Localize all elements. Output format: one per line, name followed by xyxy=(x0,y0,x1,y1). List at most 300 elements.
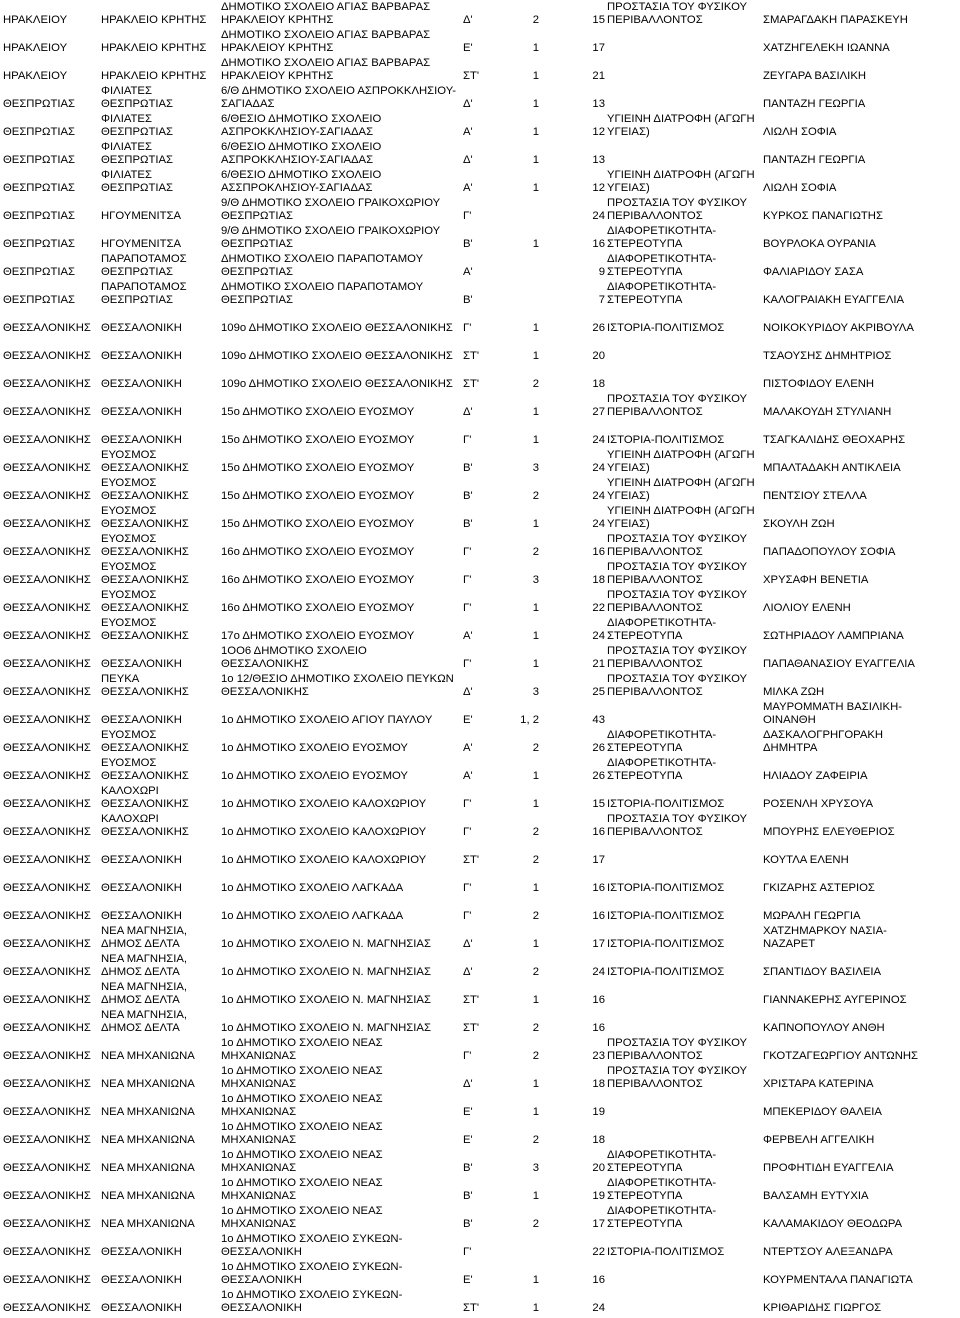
municipality-cell: ΝΕΑ ΜΑΓΝΗΣΙΑ, ΔΗΜΟΣ ΔΕΛΤΑ xyxy=(101,924,188,951)
teacher-cell: ΤΣΑΟΥΣΗΣ ΔΗΜΗΤΡΙΟΣ xyxy=(763,350,892,363)
table-row xyxy=(2,840,960,868)
teacher-cell: ΦΑΛΙΑΡΙΔΟΥ ΣΑΣΑ xyxy=(763,266,864,279)
school-cell: 1ο ΔΗΜΟΤΙΚΟ ΣΧΟΛΕΙΟ ΑΓΙΟΥ ΠΑΥΛΟΥ xyxy=(221,714,433,727)
table-row xyxy=(2,252,960,280)
grade-cell: Γ' xyxy=(463,434,472,447)
grade-cell: Ε' xyxy=(463,1106,473,1119)
grade-cell: Γ' xyxy=(463,322,472,335)
municipality-cell: ΘΕΣΣΑΛΟΝΙΚΗ xyxy=(101,350,182,363)
section-cell: 1 xyxy=(532,602,539,615)
municipality-cell: ΘΕΣΣΑΛΟΝΙΚΗ xyxy=(101,406,182,419)
prefecture-cell: ΘΕΣΣΑΛΟΝΙΚΗΣ xyxy=(3,490,91,503)
prefecture-cell: ΘΕΣΣΑΛΟΝΙΚΗΣ xyxy=(3,658,91,671)
teacher-cell: ΛΙΩΛΗ ΣΟΦΙΑ xyxy=(763,182,837,195)
grade-cell: Ε' xyxy=(463,42,473,55)
section-cell: 1, 2 xyxy=(520,714,539,727)
municipality-cell: ΕΥΟΣΜΟΣ ΘΕΣΣΑΛΟΝΙΚΗΣ xyxy=(101,588,189,615)
section-cell: 1 xyxy=(532,1106,539,1119)
school-cell: 1ο ΔΗΜΟΤΙΚΟ ΣΧΟΛΕΙΟ ΛΑΓΚΑΔΑ xyxy=(221,910,404,923)
students-cell: 22 xyxy=(592,602,605,615)
section-cell: 1 xyxy=(532,1078,539,1091)
municipality-cell: ΘΕΣΣΑΛΟΝΙΚΗ xyxy=(101,910,182,923)
section-cell: 3 xyxy=(532,1162,539,1175)
teacher-cell: ΛΙΩΛΗ ΣΟΦΙΑ xyxy=(763,126,837,139)
table-row xyxy=(2,1176,960,1204)
section-cell: 1 xyxy=(532,1274,539,1287)
school-cell: 1ο 12/ΘΕΣΙΟ ΔΗΜΟΤΙΚΟ ΣΧΟΛΕΙΟ ΠΕΥΚΩΝ ΘΕΣΣΑΛΟΝΙΚΗΣ xyxy=(221,672,454,699)
school-cell: ΔΗΜΟΤΙΚΟ ΣΧΟΛΕΙΟ ΠΑΡΑΠΟΤΑΜΟΥ ΘΕΣΠΡΩΤΙΑΣ xyxy=(221,252,424,279)
grade-cell: Α' xyxy=(463,126,473,139)
students-cell: 16 xyxy=(592,238,605,251)
topic-cell xyxy=(606,336,762,364)
section-cell: 1 xyxy=(532,630,539,643)
grade-cell: Α' xyxy=(463,742,473,755)
topic-cell: ΔΙΑΦΟΡΕΤΙΚΟΤΗΤΑ- ΣΤΕΡΕΟΤΥΠΑ xyxy=(607,616,717,643)
table-row xyxy=(2,532,960,560)
municipality-cell: ΗΡΑΚΛΕΙΟ ΚΡΗΤΗΣ xyxy=(101,70,207,83)
grade-cell: Α' xyxy=(463,266,473,279)
grade-cell: Γ' xyxy=(463,210,472,223)
section-cell: 2 xyxy=(532,742,539,755)
topic-cell: ΔΙΑΦΟΡΕΤΙΚΟΤΗΤΑ- ΣΤΕΡΕΟΤΥΠΑ xyxy=(607,224,717,251)
teacher-cell: ΠΕΝΤΣΙΟΥ ΣΤΕΛΛΑ xyxy=(763,490,867,503)
school-cell: 1ο ΔΗΜΟΤΙΚΟ ΣΧΟΛΕΙΟ ΝΕΑΣ ΜΗΧΑΝΙΩΝΑΣ xyxy=(221,1148,383,1175)
section-cell: 2 xyxy=(532,378,539,391)
prefecture-cell: ΘΕΣΠΡΩΤΙΑΣ xyxy=(3,266,76,279)
section-cell: 2 xyxy=(532,826,539,839)
section-cell: 1 xyxy=(532,322,539,335)
topic-cell xyxy=(606,140,762,168)
school-cell: 1ο ΔΗΜΟΤΙΚΟ ΣΧΟΛΕΙΟ ΝΕΑΣ ΜΗΧΑΝΙΩΝΑΣ xyxy=(221,1120,383,1147)
section-cell: 3 xyxy=(532,462,539,475)
topic-cell: ΠΡΟΣΤΑΣΙΑ ΤΟΥ ΦΥΣΙΚΟΥ ΠΕΡΙΒΑΛΛΟΝΤΟΣ xyxy=(607,588,748,615)
topic-cell: ΙΣΤΟΡΙΑ-ΠΟΛΙΤΙΣΜΟΣ xyxy=(607,882,725,895)
section-cell: 1 xyxy=(532,42,539,55)
grade-cell: Γ' xyxy=(463,658,472,671)
topic-cell: ΙΣΤΟΡΙΑ-ΠΟΛΙΤΙΣΜΟΣ xyxy=(607,966,725,979)
school-cell: 9/Θ ΔΗΜΟΤΙΚΟ ΣΧΟΛΕΙΟ ΓΡΑΙΚΟΧΩΡΙΟΥ ΘΕΣΠΡΩΤΙΑΣ xyxy=(221,196,441,223)
teacher-cell: ΠΑΠΑΔΟΠΟΥΛΟΥ ΣΟΦΙΑ xyxy=(763,546,896,559)
table-row xyxy=(2,588,960,616)
grade-cell: Δ' xyxy=(463,14,473,27)
table-row xyxy=(2,756,960,784)
municipality-cell: ΗΓΟΥΜΕΝΙΤΣΑ xyxy=(101,210,181,223)
municipality-cell: ΝΕΑ ΜΗΧΑΝΙΩΝΑ xyxy=(101,1050,195,1063)
municipality-cell: ΝΕΑ ΜΑΓΝΗΣΙΑ, ΔΗΜΟΣ ΔΕΛΤΑ xyxy=(101,952,188,979)
grade-cell: Β' xyxy=(463,1218,473,1231)
students-cell: 13 xyxy=(592,98,605,111)
grade-cell: Δ' xyxy=(463,686,473,699)
teacher-cell: ΠΑΝΤΑΖΗ ΓΕΩΡΓΙΑ xyxy=(763,98,866,111)
prefecture-cell: ΘΕΣΣΑΛΟΝΙΚΗΣ xyxy=(3,1078,91,1091)
prefecture-cell: ΘΕΣΣΑΛΟΝΙΚΗΣ xyxy=(3,686,91,699)
students-cell: 21 xyxy=(592,658,605,671)
students-cell: 24 xyxy=(592,490,605,503)
municipality-cell: ΘΕΣΣΑΛΟΝΙΚΗ xyxy=(101,1302,182,1315)
prefecture-cell: ΘΕΣΣΑΛΟΝΙΚΗΣ xyxy=(3,1302,91,1315)
students-cell: 24 xyxy=(592,518,605,531)
school-cell: 1ο ΔΗΜΟΤΙΚΟ ΣΧΟΛΕΙΟ ΣΥΚΕΩΝ- ΘΕΣΣΑΛΟΝΙΚΗ xyxy=(221,1260,403,1287)
prefecture-cell: ΘΕΣΣΑΛΟΝΙΚΗΣ xyxy=(3,798,91,811)
section-cell: 1 xyxy=(532,434,539,447)
municipality-cell: ΝΕΑ ΜΗΧΑΝΙΩΝΑ xyxy=(101,1218,195,1231)
grade-cell: Β' xyxy=(463,518,473,531)
school-cell: 1ο ΔΗΜΟΤΙΚΟ ΣΧΟΛΕΙΟ Ν. ΜΑΓΝΗΣΙΑΣ xyxy=(221,994,431,1007)
topic-cell: ΙΣΤΟΡΙΑ-ΠΟΛΙΤΙΣΜΟΣ xyxy=(607,798,725,811)
section-cell: 2 xyxy=(532,966,539,979)
prefecture-cell: ΘΕΣΣΑΛΟΝΙΚΗΣ xyxy=(3,1106,91,1119)
students-cell: 23 xyxy=(592,1050,605,1063)
school-cell: 1ο ΔΗΜΟΤΙΚΟ ΣΧΟΛΕΙΟ ΝΕΑΣ ΜΗΧΑΝΙΩΝΑΣ xyxy=(221,1092,383,1119)
municipality-cell: ΕΥΟΣΜΟΣ ΘΕΣΣΑΛΟΝΙΚΗΣ xyxy=(101,756,189,783)
school-cell: ΔΗΜΟΤΙΚΟ ΣΧΟΛΕΙΟ ΑΓΙΑΣ ΒΑΡΒΑΡΑΣ ΗΡΑΚΛΕΙΟΥ ΚΡΗΤΗΣ xyxy=(221,56,431,83)
section-cell: 1 xyxy=(532,658,539,671)
teacher-cell: ΚΟΥΡΜΕΝΤΑΛΑ ΠΑΝΑΓΙΩΤΑ xyxy=(763,1274,913,1287)
students-cell: 17 xyxy=(592,42,605,55)
students-cell: 43 xyxy=(592,714,605,727)
municipality-cell: ΠΑΡΑΠΟΤΑΜΟΣ ΘΕΣΠΡΩΤΙΑΣ xyxy=(101,252,187,279)
grade-cell: Δ' xyxy=(463,966,473,979)
municipality-cell: ΕΥΟΣΜΟΣ ΘΕΣΣΑΛΟΝΙΚΗΣ xyxy=(101,476,189,503)
municipality-cell: ΗΓΟΥΜΕΝΙΤΣΑ xyxy=(101,238,181,251)
prefecture-cell: ΘΕΣΣΑΛΟΝΙΚΗΣ xyxy=(3,602,91,615)
topic-cell xyxy=(606,1120,762,1148)
section-cell xyxy=(502,280,540,308)
topic-cell: ΙΣΤΟΡΙΑ-ΠΟΛΙΤΙΣΜΟΣ xyxy=(607,910,725,923)
teacher-cell: ΛΙΟΛΙΟΥ ΕΛΕΝΗ xyxy=(763,602,851,615)
school-cell: 15ο ΔΗΜΟΤΙΚΟ ΣΧΟΛΕΙΟ ΕΥΟΣΜΟΥ xyxy=(221,462,415,475)
school-cell: 1ο ΔΗΜΟΤΙΚΟ ΣΧΟΛΕΙΟ Ν. ΜΑΓΝΗΣΙΑΣ xyxy=(221,966,431,979)
teacher-cell: ΜΑΥΡΟΜΜΑΤΗ ΒΑΣΙΛΙΚΗ- ΟΙΝΑΝΘΗ xyxy=(763,700,903,727)
school-cell: ΔΗΜΟΤΙΚΟ ΣΧΟΛΕΙΟ ΑΓΙΑΣ ΒΑΡΒΑΡΑΣ ΗΡΑΚΛΕΙΟΥ ΚΡΗΤΗΣ xyxy=(221,0,431,27)
topic-cell: ΠΡΟΣΤΑΣΙΑ ΤΟΥ ΦΥΣΙΚΟΥ ΠΕΡΙΒΑΛΛΟΝΤΟΣ xyxy=(607,644,748,671)
teacher-cell: ΚΑΛΑΜΑΚΙΔΟΥ ΘΕΟΔΩΡΑ xyxy=(763,1218,903,1231)
students-cell: 17 xyxy=(592,938,605,951)
topic-cell: ΥΓΙΕΙΝΗ ΔΙΑΤΡΟΦΗ (ΑΓΩΓΗ ΥΓΕΙΑΣ) xyxy=(607,476,755,503)
students-cell: 20 xyxy=(592,350,605,363)
school-cell: 1ο ΔΗΜΟΤΙΚΟ ΣΧΟΛΕΙΟ ΣΥΚΕΩΝ- ΘΕΣΣΑΛΟΝΙΚΗ xyxy=(221,1232,403,1259)
grade-cell: ΣΤ' xyxy=(463,1302,480,1315)
school-cell: 6/ΘΕΣΙΟ ΔΗΜΟΤΙΚΟ ΣΧΟΛΕΙΟ ΑΣΣΠΡΟΚΛΗΣΙΟΥ-ΣΑΓΙΑΔΑΣ xyxy=(221,168,382,195)
grade-cell: ΣΤ' xyxy=(463,994,480,1007)
school-cell: 1ο ΔΗΜΟΤΙΚΟ ΣΧΟΛΕΙΟ ΝΕΑΣ ΜΗΧΑΝΙΩΝΑΣ xyxy=(221,1204,383,1231)
students-cell: 20 xyxy=(592,1162,605,1175)
students-cell: 19 xyxy=(592,1106,605,1119)
table-row xyxy=(2,700,960,728)
topic-cell xyxy=(606,56,762,84)
prefecture-cell: ΘΕΣΣΑΛΟΝΙΚΗΣ xyxy=(3,462,91,475)
municipality-cell: ΕΥΟΣΜΟΣ ΘΕΣΣΑΛΟΝΙΚΗΣ xyxy=(101,504,189,531)
section-cell: 1 xyxy=(532,518,539,531)
table-row xyxy=(2,224,960,252)
teacher-cell: ΜΠΟΥΡΗΣ ΕΛΕΥΘΕΡΙΟΣ xyxy=(763,826,895,839)
topic-cell: ΔΙΑΦΟΡΕΤΙΚΟΤΗΤΑ- ΣΤΕΡΕΟΤΥΠΑ xyxy=(607,1176,717,1203)
topic-cell: ΠΡΟΣΤΑΣΙΑ ΤΟΥ ΦΥΣΙΚΟΥ ΠΕΡΙΒΑΛΛΟΝΤΟΣ xyxy=(607,196,748,223)
municipality-cell: ΘΕΣΣΑΛΟΝΙΚΗ xyxy=(101,1274,182,1287)
teacher-cell: ΡΟΣΕΝΛΗ ΧΡΥΣΟΥΑ xyxy=(763,798,874,811)
prefecture-cell: ΘΕΣΣΑΛΟΝΙΚΗΣ xyxy=(3,1218,91,1231)
teacher-cell: ΚΡΙΘΑΡΙΔΗΣ ΓΙΩΡΓΟΣ xyxy=(763,1302,882,1315)
teacher-cell: ΒΟΥΡΛΟΚΑ ΟΥΡΑΝΙΑ xyxy=(763,238,876,251)
grade-cell: Β' xyxy=(463,1162,473,1175)
table-row xyxy=(2,924,960,952)
prefecture-cell: ΘΕΣΣΑΛΟΝΙΚΗΣ xyxy=(3,742,91,755)
table-row xyxy=(2,392,960,420)
section-cell: 1 xyxy=(532,182,539,195)
topic-cell xyxy=(606,700,762,728)
teacher-cell: ΜΑΛΑΚΟΥΔΗ ΣΤΥΛΙΑΝΗ xyxy=(763,406,892,419)
section-cell: 2 xyxy=(532,1050,539,1063)
grade-cell: Β' xyxy=(463,238,473,251)
section-cell: 1 xyxy=(532,238,539,251)
school-cell: ΔΗΜΟΤΙΚΟ ΣΧΟΛΕΙΟ ΠΑΡΑΠΟΤΑΜΟΥ ΘΕΣΠΡΩΤΙΑΣ xyxy=(221,280,424,307)
section-cell xyxy=(502,196,540,224)
table-row xyxy=(2,1008,960,1036)
school-cell: 1ο ΔΗΜΟΤΙΚΟ ΣΧΟΛΕΙΟ ΕΥΟΣΜΟΥ xyxy=(221,742,408,755)
prefecture-cell: ΘΕΣΣΑΛΟΝΙΚΗΣ xyxy=(3,1246,91,1259)
teacher-cell: ΝΟΙΚΟΚΥΡΙΔΟΥ ΑΚΡΙΒΟΥΛΑ xyxy=(763,322,914,335)
municipality-cell: ΝΕΑ ΜΗΧΑΝΙΩΝΑ xyxy=(101,1078,195,1091)
teacher-cell: ΧΡΙΣΤΑΡΑ ΚΑΤΕΡΙΝΑ xyxy=(763,1078,874,1091)
municipality-cell: ΕΥΟΣΜΟΣ ΘΕΣΣΑΛΟΝΙΚΗΣ xyxy=(101,448,189,475)
table-row xyxy=(2,1036,960,1064)
teacher-cell: ΠΑΝΤΑΖΗ ΓΕΩΡΓΙΑ xyxy=(763,154,866,167)
prefecture-cell: ΗΡΑΚΛΕΙΟΥ xyxy=(3,14,68,27)
grade-cell: Γ' xyxy=(463,1246,472,1259)
municipality-cell: ΦΙΛΙΑΤΕΣ ΘΕΣΠΡΩΤΙΑΣ xyxy=(101,112,174,139)
topic-cell xyxy=(606,1260,762,1288)
topic-cell: ΙΣΤΟΡΙΑ-ΠΟΛΙΤΙΣΜΟΣ xyxy=(607,938,725,951)
students-cell: 18 xyxy=(592,378,605,391)
section-cell: 1 xyxy=(532,126,539,139)
prefecture-cell: ΗΡΑΚΛΕΙΟΥ xyxy=(3,42,68,55)
topic-cell: ΔΙΑΦΟΡΕΤΙΚΟΤΗΤΑ- ΣΤΕΡΕΟΤΥΠΑ xyxy=(607,1148,717,1175)
school-cell: 16ο ΔΗΜΟΤΙΚΟ ΣΧΟΛΕΙΟ ΕΥΟΣΜΟΥ xyxy=(221,546,415,559)
students-cell: 7 xyxy=(598,294,605,307)
school-cell: 16ο ΔΗΜΟΤΙΚΟ ΣΧΟΛΕΙΟ ΕΥΟΣΜΟΥ xyxy=(221,574,415,587)
topic-cell xyxy=(606,84,762,112)
school-cell: 1ο ΔΗΜΟΤΙΚΟ ΣΧΟΛΕΙΟ ΣΥΚΕΩΝ- ΘΕΣΣΑΛΟΝΙΚΗ xyxy=(221,1288,403,1315)
municipality-cell: ΘΕΣΣΑΛΟΝΙΚΗ xyxy=(101,1246,182,1259)
teacher-cell: ΦΕΡΒΕΛΗ ΑΓΓΕΛΙΚΗ xyxy=(763,1134,875,1147)
students-cell: 18 xyxy=(592,1078,605,1091)
municipality-cell: ΦΙΛΙΑΤΕΣ ΘΕΣΠΡΩΤΙΑΣ xyxy=(101,168,174,195)
section-cell: 3 xyxy=(532,686,539,699)
grade-cell: Γ' xyxy=(463,602,472,615)
topic-cell: ΠΡΟΣΤΑΣΙΑ ΤΟΥ ΦΥΣΙΚΟΥ ΠΕΡΙΒΑΛΛΟΝΤΟΣ xyxy=(607,392,748,419)
school-cell: 1ο ΔΗΜΟΤΙΚΟ ΣΧΟΛΕΙΟ ΝΕΑΣ ΜΗΧΑΝΙΩΝΑΣ xyxy=(221,1036,383,1063)
school-cell: 1ο ΔΗΜΟΤΙΚΟ ΣΧΟΛΕΙΟ ΚΑΛΟΧΩΡΙΟΥ xyxy=(221,854,427,867)
prefecture-cell: ΘΕΣΣΑΛΟΝΙΚΗΣ xyxy=(3,714,91,727)
students-cell: 24 xyxy=(592,210,605,223)
prefecture-cell: ΘΕΣΣΑΛΟΝΙΚΗΣ xyxy=(3,546,91,559)
table-row xyxy=(2,476,960,504)
municipality-cell: ΘΕΣΣΑΛΟΝΙΚΗ xyxy=(101,882,182,895)
table-row xyxy=(2,784,960,812)
prefecture-cell: ΘΕΣΣΑΛΟΝΙΚΗΣ xyxy=(3,854,91,867)
table-row xyxy=(2,364,960,392)
municipality-cell: ΝΕΑ ΜΗΧΑΝΙΩΝΑ xyxy=(101,1106,195,1119)
section-cell: 1 xyxy=(532,938,539,951)
municipality-cell: ΘΕΣΣΑΛΟΝΙΚΗ xyxy=(101,714,182,727)
section-cell: 2 xyxy=(532,546,539,559)
grade-cell: ΣΤ' xyxy=(463,1022,480,1035)
table-row xyxy=(2,896,960,924)
teacher-cell: ΣΠΑΝΤΙΔΟΥ ΒΑΣΙΛΕΙΑ xyxy=(763,966,882,979)
table-row xyxy=(2,1260,960,1288)
prefecture-cell: ΘΕΣΣΑΛΟΝΙΚΗΣ xyxy=(3,1022,91,1035)
topic-cell: ΠΡΟΣΤΑΣΙΑ ΤΟΥ ΦΥΣΙΚΟΥ ΠΕΡΙΒΑΛΛΟΝΤΟΣ xyxy=(607,812,748,839)
students-cell: 13 xyxy=(592,154,605,167)
teacher-cell: ΧΡΥΣΑΦΗ ΒΕΝΕΤΙΑ xyxy=(763,574,869,587)
section-cell xyxy=(502,1232,540,1260)
school-cell: ΔΗΜΟΤΙΚΟ ΣΧΟΛΕΙΟ ΑΓΙΑΣ ΒΑΡΒΑΡΑΣ ΗΡΑΚΛΕΙΟΥ ΚΡΗΤΗΣ xyxy=(221,28,431,55)
students-cell: 26 xyxy=(592,322,605,335)
students-cell: 24 xyxy=(592,966,605,979)
students-cell: 19 xyxy=(592,1190,605,1203)
teacher-cell: ΓΙΑΝΝΑΚΕΡΗΣ ΑΥΓΕΡΙΝΟΣ xyxy=(763,994,907,1007)
prefecture-cell: ΘΕΣΠΡΩΤΙΑΣ xyxy=(3,210,76,223)
prefecture-cell: ΘΕΣΣΑΛΟΝΙΚΗΣ xyxy=(3,574,91,587)
topic-cell xyxy=(606,840,762,868)
students-cell: 16 xyxy=(592,910,605,923)
grade-cell: Α' xyxy=(463,182,473,195)
school-cell: 15ο ΔΗΜΟΤΙΚΟ ΣΧΟΛΕΙΟ ΕΥΟΣΜΟΥ xyxy=(221,434,415,447)
prefecture-cell: ΘΕΣΠΡΩΤΙΑΣ xyxy=(3,238,76,251)
table-row xyxy=(2,868,960,896)
students-cell: 12 xyxy=(592,182,605,195)
school-cell: 17ο ΔΗΜΟΤΙΚΟ ΣΧΟΛΕΙΟ ΕΥΟΣΜΟΥ xyxy=(221,630,415,643)
municipality-cell: ΝΕΑ ΜΑΓΝΗΣΙΑ, ΔΗΜΟΣ ΔΕΛΤΑ xyxy=(101,1008,188,1035)
teacher-cell: ΜΠΕΚΕΡΙΔΟΥ ΘΑΛΕΙΑ xyxy=(763,1106,882,1119)
municipality-cell: ΕΥΟΣΜΟΣ ΘΕΣΣΑΛΟΝΙΚΗΣ xyxy=(101,532,189,559)
grade-cell: Ε' xyxy=(463,1134,473,1147)
prefecture-cell: ΘΕΣΠΡΩΤΙΑΣ xyxy=(3,154,76,167)
municipality-cell: ΘΕΣΣΑΛΟΝΙΚΗ xyxy=(101,658,182,671)
table-row xyxy=(2,1232,960,1260)
students-cell: 24 xyxy=(592,434,605,447)
prefecture-cell: ΘΕΣΣΑΛΟΝΙΚΗΣ xyxy=(3,1162,91,1175)
municipality-cell: ΠΑΡΑΠΟΤΑΜΟΣ ΘΕΣΠΡΩΤΙΑΣ xyxy=(101,280,187,307)
table-row xyxy=(2,504,960,532)
students-cell: 24 xyxy=(592,1302,605,1315)
grade-cell: Β' xyxy=(463,294,473,307)
section-cell: 1 xyxy=(532,882,539,895)
prefecture-cell: ΘΕΣΣΑΛΟΝΙΚΗΣ xyxy=(3,826,91,839)
school-cell: 1ΟΟ6 ΔΗΜΟΤΙΚΟ ΣΧΟΛΕΙΟ ΘΕΣΣΑΛΟΝΙΚΗΣ xyxy=(221,644,367,671)
table-row xyxy=(2,168,960,196)
grade-cell: Γ' xyxy=(463,574,472,587)
students-cell: 26 xyxy=(592,770,605,783)
section-cell: 3 xyxy=(532,574,539,587)
section-cell: 1 xyxy=(532,350,539,363)
prefecture-cell: ΘΕΣΣΑΛΟΝΙΚΗΣ xyxy=(3,882,91,895)
topic-cell: ΔΙΑΦΟΡΕΤΙΚΟΤΗΤΑ- ΣΤΕΡΕΟΤΥΠΑ xyxy=(607,728,717,755)
students-cell: 9 xyxy=(598,266,605,279)
grade-cell: Γ' xyxy=(463,826,472,839)
table-row xyxy=(2,812,960,840)
school-cell: 109ο ΔΗΜΟΤΙΚΟ ΣΧΟΛΕΙΟ ΘΕΣΣΑΛΟΝΙΚΗΣ xyxy=(221,378,453,391)
teacher-cell: ΣΚΟΥΛΗ ΖΩΗ xyxy=(763,518,835,531)
grade-cell: Β' xyxy=(463,1190,473,1203)
grade-cell: Ε' xyxy=(463,1274,473,1287)
teacher-cell: ΚΑΛΟΓΡΑΙΑΚΗ ΕΥΑΓΓΕΛΙΑ xyxy=(763,294,905,307)
section-cell: 1 xyxy=(532,70,539,83)
table-row xyxy=(2,952,960,980)
prefecture-cell: ΘΕΣΣΑΛΟΝΙΚΗΣ xyxy=(3,406,91,419)
topic-cell xyxy=(606,364,762,392)
table-row xyxy=(2,1120,960,1148)
table-row xyxy=(2,560,960,588)
prefecture-cell: ΘΕΣΣΑΛΟΝΙΚΗΣ xyxy=(3,770,91,783)
prefecture-cell: ΘΕΣΣΑΛΟΝΙΚΗΣ xyxy=(3,994,91,1007)
topic-cell: ΥΓΙΕΙΝΗ ΔΙΑΤΡΟΦΗ (ΑΓΩΓΗ ΥΓΕΙΑΣ) xyxy=(607,112,755,139)
school-cell: 15ο ΔΗΜΟΤΙΚΟ ΣΧΟΛΕΙΟ ΕΥΟΣΜΟΥ xyxy=(221,406,415,419)
section-cell: 2 xyxy=(532,490,539,503)
school-cell: 1ο ΔΗΜΟΤΙΚΟ ΣΧΟΛΕΙΟ ΝΕΑΣ ΜΗΧΑΝΙΩΝΑΣ xyxy=(221,1176,383,1203)
teacher-cell: ΚΟΥΤΛΑ ΕΛΕΝΗ xyxy=(763,854,849,867)
table-row xyxy=(2,420,960,448)
students-cell: 21 xyxy=(592,70,605,83)
grade-cell: ΣΤ' xyxy=(463,350,480,363)
teacher-cell: ΣΜΑΡΑΓΔΑΚΗ ΠΑΡΑΣΚΕΥΗ xyxy=(763,14,908,27)
prefecture-cell: ΘΕΣΠΡΩΤΙΑΣ xyxy=(3,294,76,307)
school-cell: 6/Θ ΔΗΜΟΤΙΚΟ ΣΧΟΛΕΙΟ ΑΣΠΡΟΚΚΛΗΣΙΟΥ- ΣΑΓΙΑΔΑΣ xyxy=(221,84,456,111)
school-cell: 1ο ΔΗΜΟΤΙΚΟ ΣΧΟΛΕΙΟ Ν. ΜΑΓΝΗΣΙΑΣ xyxy=(221,1022,431,1035)
students-cell: 15 xyxy=(592,798,605,811)
school-cell: 6/ΘΕΣΙΟ ΔΗΜΟΤΙΚΟ ΣΧΟΛΕΙΟ ΑΣΠΡΟΚΚΛΗΣΙΟΥ-ΣΑΓΙΑΔΑΣ xyxy=(221,112,382,139)
table-row xyxy=(2,280,960,308)
municipality-cell: ΕΥΟΣΜΟΣ ΘΕΣΣΑΛΟΝΙΚΗΣ xyxy=(101,560,189,587)
grade-cell: Γ' xyxy=(463,910,472,923)
teacher-cell: ΜΠΑΛΤΑΔΑΚΗ ΑΝΤΙΚΛΕΙΑ xyxy=(763,462,901,475)
topic-cell: ΔΙΑΦΟΡΕΤΙΚΟΤΗΤΑ- ΣΤΕΡΕΟΤΥΠΑ xyxy=(607,1204,717,1231)
prefecture-cell: ΘΕΣΣΑΛΟΝΙΚΗΣ xyxy=(3,1050,91,1063)
school-cell: 1ο ΔΗΜΟΤΙΚΟ ΣΧΟΛΕΙΟ ΕΥΟΣΜΟΥ xyxy=(221,770,408,783)
grade-cell: Δ' xyxy=(463,154,473,167)
students-cell: 16 xyxy=(592,994,605,1007)
teacher-cell: ΗΛΙΑΔΟΥ ΖΑΦΕΙΡΙΑ xyxy=(763,770,868,783)
topic-cell: ΔΙΑΦΟΡΕΤΙΚΟΤΗΤΑ- ΣΤΕΡΕΟΤΥΠΑ xyxy=(607,756,717,783)
municipality-cell: ΦΙΛΙΑΤΕΣ ΘΕΣΠΡΩΤΙΑΣ xyxy=(101,84,174,111)
section-cell: 1 xyxy=(532,994,539,1007)
teacher-cell: ΜΩΡΑΛΗ ΓΕΩΡΓΙΑ xyxy=(763,910,861,923)
section-cell: 1 xyxy=(532,798,539,811)
section-cell: 2 xyxy=(532,910,539,923)
table-row xyxy=(2,1204,960,1232)
topic-cell: ΔΙΑΦΟΡΕΤΙΚΟΤΗΤΑ- ΣΤΕΡΕΟΤΥΠΑ xyxy=(607,252,717,279)
schools-table xyxy=(2,0,960,1316)
table-row xyxy=(2,0,960,28)
section-cell: 1 xyxy=(532,1190,539,1203)
grade-cell: Γ' xyxy=(463,1050,472,1063)
teacher-cell: ΝΤΕΡΤΣΟΥ ΑΛΕΞΑΝΔΡΑ xyxy=(763,1246,893,1259)
table-row xyxy=(2,1148,960,1176)
grade-cell: Δ' xyxy=(463,98,473,111)
municipality-cell: ΘΕΣΣΑΛΟΝΙΚΗ xyxy=(101,322,182,335)
teacher-cell: ΓΚΙΖΑΡΗΣ ΑΣΤΕΡΙΟΣ xyxy=(763,882,875,895)
topic-cell: ΠΡΟΣΤΑΣΙΑ ΤΟΥ ΦΥΣΙΚΟΥ ΠΕΡΙΒΑΛΛΟΝΤΟΣ xyxy=(607,0,748,27)
prefecture-cell: ΘΕΣΣΑΛΟΝΙΚΗΣ xyxy=(3,938,91,951)
teacher-cell: ΠΙΣΤΟΦΙΔΟΥ ΕΛΕΝΗ xyxy=(763,378,875,391)
grade-cell: Β' xyxy=(463,462,473,475)
section-cell: 1 xyxy=(532,1302,539,1315)
grade-cell: ΣΤ' xyxy=(463,854,480,867)
students-cell: 16 xyxy=(592,826,605,839)
table-body xyxy=(2,0,960,1316)
table-row xyxy=(2,448,960,476)
school-cell: 15ο ΔΗΜΟΤΙΚΟ ΣΧΟΛΕΙΟ ΕΥΟΣΜΟΥ xyxy=(221,490,415,503)
